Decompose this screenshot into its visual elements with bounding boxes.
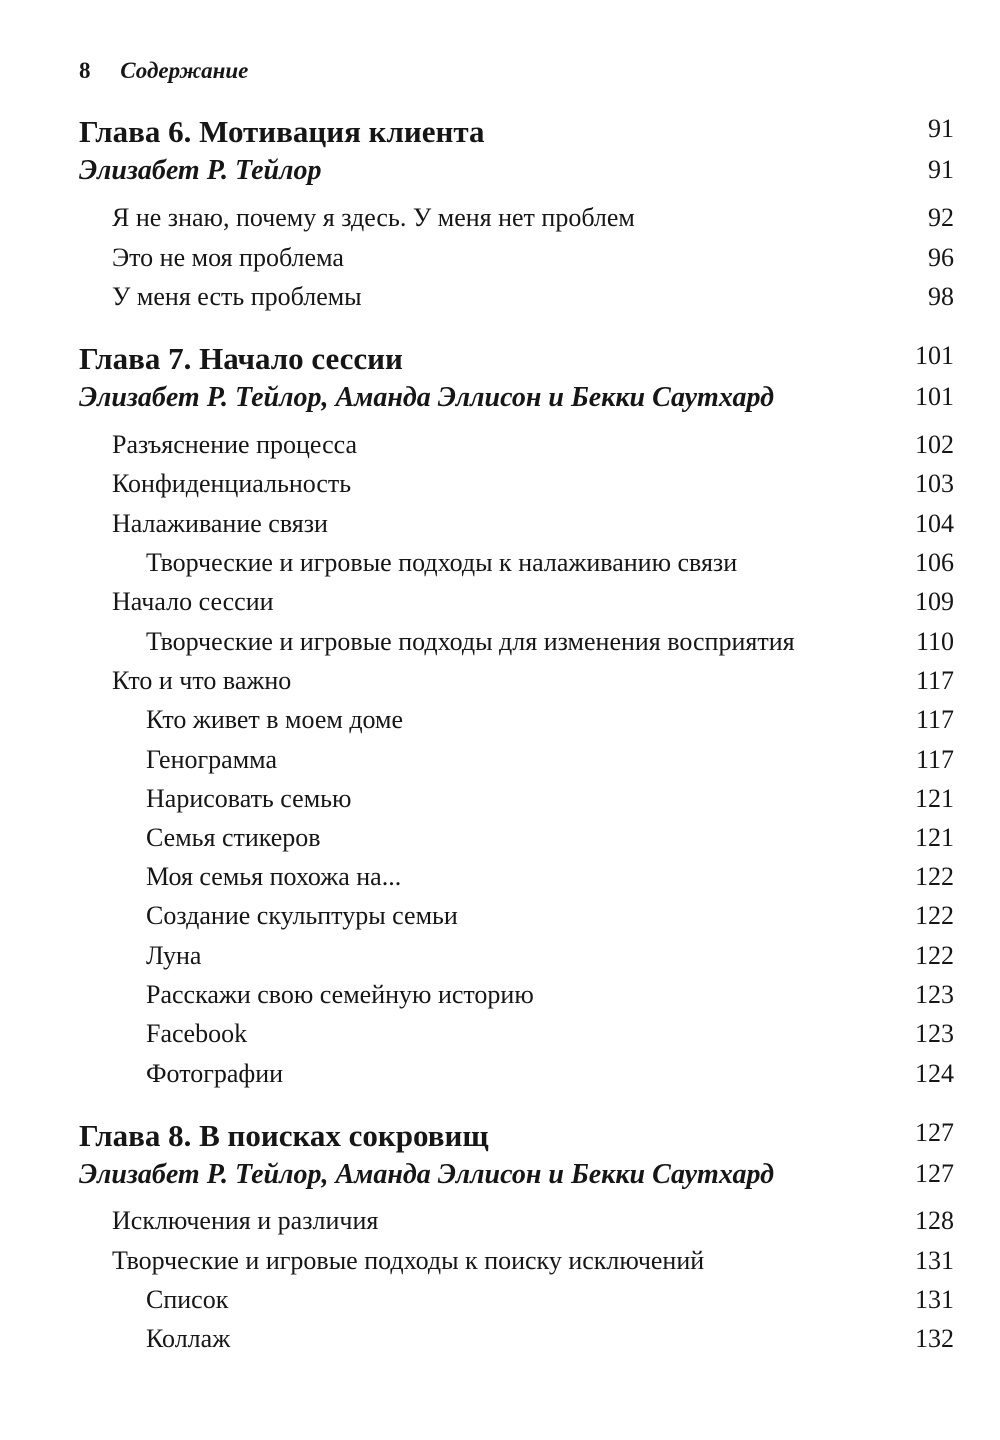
entry-title: Семья стикеров: [146, 823, 321, 852]
toc-subentry[interactable]: [0, 901, 1000, 941]
page-ref: 109: [915, 587, 954, 616]
chapter-6-author: [0, 155, 1000, 195]
chapter-7-heading[interactable]: [0, 341, 1000, 381]
page-ref: 117: [915, 705, 954, 734]
author-name: Элизабет Р. Тейлор, Аманда Эллисон и Бекки Саутхард: [79, 382, 774, 413]
toc-entry[interactable]: [0, 1206, 1000, 1246]
entry-title: Коллаж: [146, 1324, 231, 1353]
page-ref: 121: [915, 784, 954, 813]
toc-subentry[interactable]: [0, 862, 1000, 902]
entry-title: Я не знаю, почему я здесь. У меня нет проблем: [112, 203, 635, 232]
page-ref: 127: [915, 1159, 954, 1188]
toc-entry[interactable]: [0, 1246, 1000, 1286]
toc-subentry[interactable]: [0, 1059, 1000, 1099]
page-ref: 127: [915, 1118, 954, 1147]
toc-subentry[interactable]: [0, 1285, 1000, 1325]
toc-entry[interactable]: [0, 666, 1000, 706]
author-name: Элизабет Р. Тейлор: [79, 155, 322, 186]
page-ref: 131: [915, 1246, 954, 1275]
entry-title: Это не моя проблема: [112, 243, 344, 272]
toc-subentry[interactable]: [0, 745, 1000, 785]
running-title: Содержание: [120, 58, 249, 83]
toc-entry[interactable]: [0, 469, 1000, 509]
page-ref: 122: [915, 941, 954, 970]
page-ref: 101: [915, 341, 954, 370]
entry-title: Фотографии: [146, 1059, 284, 1088]
page-ref: 110: [915, 627, 954, 656]
toc-subentry[interactable]: [0, 1019, 1000, 1059]
toc-subentry[interactable]: [0, 823, 1000, 863]
page-ref: 103: [915, 469, 954, 498]
entry-title: Генограмма: [146, 745, 277, 774]
toc-entry[interactable]: [0, 509, 1000, 549]
page-ref: 117: [915, 666, 954, 695]
toc-subentry[interactable]: [0, 980, 1000, 1020]
toc-entry[interactable]: [0, 203, 1000, 243]
entry-title: Творческие и игровые подходы к поиску исключений: [112, 1246, 705, 1275]
entry-title: Кто живет в моем доме: [146, 705, 404, 734]
page-ref: 91: [928, 155, 954, 184]
page-ref: 101: [915, 382, 954, 411]
toc-entry[interactable]: [0, 243, 1000, 283]
chapter-8-author: [0, 1159, 1000, 1199]
toc-entry[interactable]: [0, 430, 1000, 470]
page-ref: 121: [915, 823, 954, 852]
page-ref: 104: [915, 509, 954, 538]
page-ref: 106: [915, 548, 954, 577]
page-ref: 122: [915, 862, 954, 891]
entry-title: Создание скульптуры семьи: [146, 901, 458, 930]
page-number: 8: [79, 58, 91, 83]
entry-title: Расскажи свою семейную историю: [146, 980, 534, 1009]
page-ref: 102: [915, 430, 954, 459]
entry-title: Разъяснение процесса: [112, 430, 358, 459]
page-ref: 122: [915, 901, 954, 930]
page-ref: 98: [928, 282, 954, 311]
toc-subentry[interactable]: [0, 548, 1000, 588]
toc-subentry[interactable]: [0, 941, 1000, 981]
page-ref: 123: [915, 980, 954, 1009]
author-name: Элизабет Р. Тейлор, Аманда Эллисон и Бекки Саутхард: [79, 1159, 774, 1190]
entry-title: Список: [146, 1285, 229, 1314]
entry-title: Начало сессии: [112, 587, 274, 616]
toc-subentry[interactable]: [0, 784, 1000, 824]
chapter-title: Глава 8. В поисках сокровищ: [79, 1118, 489, 1153]
chapter-8-heading[interactable]: [0, 1118, 1000, 1158]
page-ref: 128: [915, 1206, 954, 1235]
page-ref: 131: [915, 1285, 954, 1314]
toc-subentry[interactable]: [0, 1324, 1000, 1364]
toc-entry[interactable]: [0, 587, 1000, 627]
chapter-7-author: [0, 382, 1000, 422]
page-ref: 132: [915, 1324, 954, 1353]
page-ref: 91: [928, 114, 954, 143]
entry-title: Творческие и игровые подходы к налаживанию связи: [146, 548, 738, 577]
chapter-title: Глава 7. Начало сессии: [79, 341, 403, 376]
toc-subentry[interactable]: [0, 627, 1000, 667]
entry-title: Кто и что важно: [112, 666, 292, 695]
entry-title: Налаживание связи: [112, 509, 328, 538]
entry-title: Луна: [146, 941, 202, 970]
entry-title: У меня есть проблемы: [112, 282, 362, 311]
entry-title: Нарисовать семью: [146, 784, 352, 813]
page-ref: 96: [928, 243, 954, 272]
chapter-title: Глава 6. Мотивация клиента: [79, 114, 485, 149]
entry-title: Facebook: [146, 1019, 248, 1048]
running-header: [79, 58, 248, 84]
chapter-6-heading[interactable]: [0, 114, 1000, 154]
page-ref: 124: [915, 1059, 954, 1088]
entry-title: Творческие и игровые подходы для изменения восприятия: [146, 627, 795, 656]
entry-title: Конфиденциальность: [112, 469, 352, 498]
toc-subentry[interactable]: [0, 705, 1000, 745]
page-ref: 92: [928, 203, 954, 232]
page-ref: 117: [915, 745, 954, 774]
entry-title: Моя семья похожа на...: [146, 862, 402, 891]
page-ref: 123: [915, 1019, 954, 1048]
toc-entry[interactable]: [0, 282, 1000, 322]
entry-title: Исключения и различия: [112, 1206, 379, 1235]
